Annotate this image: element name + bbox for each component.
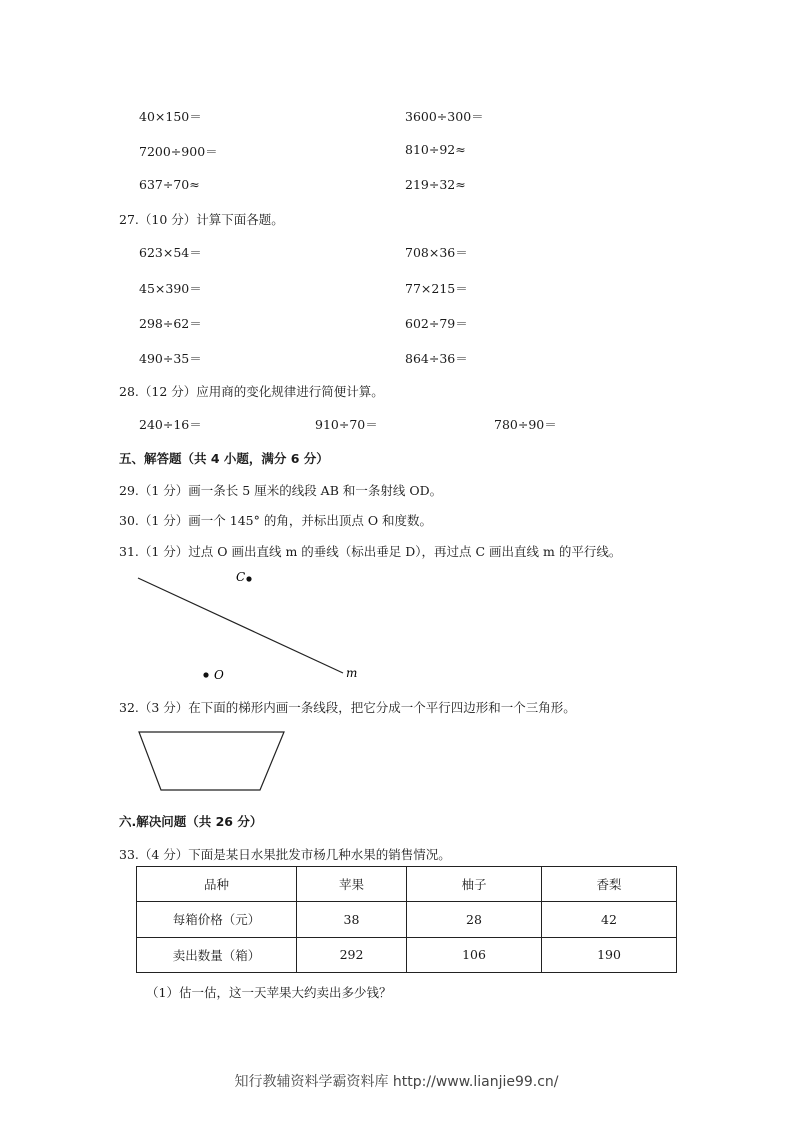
calc-item: 910÷70＝ [315,417,378,432]
table-cell: 28 [407,902,542,937]
table-header-row [137,867,677,902]
label-m: m [346,666,358,680]
label-o: O [214,668,224,682]
question-27-title: 27.（10 分）计算下面各题。 [119,212,284,227]
calc-item: 45×390＝ [139,281,202,296]
calc-item: 3600÷300＝ [405,109,484,124]
line-m [138,578,343,673]
question-29: 29.（1 分）画一条长 5 厘米的线段 AB 和一条射线 OD。 [119,483,443,498]
calc-item: 240÷16＝ [139,417,202,432]
calc-item: 7200÷900＝ [139,144,218,159]
section-5-title: 五、解答题（共 4 小题，满分 6 分） [119,451,329,466]
calc-item: 602÷79＝ [405,316,468,331]
question-32: 32.（3 分）在下面的梯形内画一条线段，把它分成一个平行四边形和一个三角形。 [119,700,576,715]
table-cell: 106 [407,937,542,972]
calc-item: 810÷92≈ [405,142,466,157]
footer-watermark: 知行教辅资料学霸资料库 http://www.lianjie99.cn/ [234,1074,559,1090]
point-c [246,576,251,581]
question-28-title: 28.（12 分）应用商的变化规律进行简便计算。 [119,384,384,399]
calc-item: 864÷36＝ [405,351,468,366]
question-33-sub-1: （1）估一估，这一天苹果大约卖出多少钱？ [146,985,392,1000]
calc-item: 623×54＝ [139,245,202,260]
question-31-title: 31.（1 分）过点 O 画出直线 m 的垂线（标出垂足 D），再过点 C 画出直线 m 的平行线。 [119,544,622,559]
table-header-cell: 柚子 [407,867,542,902]
table-header-cell: 香梨 [542,867,677,902]
calc-item: 637÷70≈ [139,177,200,192]
table-cell: 卖出数量（箱） [137,937,297,972]
trapezoid-shape [139,732,284,790]
section-6-title: 六.解决问题（共 26 分） [119,814,263,829]
q31-figure [130,565,370,690]
table-cell: 190 [542,937,677,972]
calc-item: 490÷35＝ [139,351,202,366]
table-header-cell: 苹果 [297,867,407,902]
table-cell: 38 [297,902,407,937]
question-30: 30.（1 分）画一个 145° 的角，并标出顶点 O 和度数。 [119,513,433,528]
trapezoid-figure [134,728,290,794]
table-cell: 每箱价格（元） [137,902,297,937]
table-cell: 42 [542,902,677,937]
calc-item: 219÷32≈ [405,177,466,192]
question-33-title: 33.（4 分）下面是某日水果批发市杨几种水果的销售情况。 [119,847,451,862]
table-row [137,902,677,937]
calc-item: 708×36＝ [405,245,468,260]
point-o [203,672,208,677]
table-cell: 292 [297,937,407,972]
calc-item: 298÷62＝ [139,316,202,331]
fruit-sales-table [136,866,677,973]
table-row [137,937,677,972]
table-header-cell: 品种 [137,867,297,902]
calc-item: 40×150＝ [139,109,202,124]
label-c: C [236,570,246,584]
calc-item: 780÷90＝ [494,417,557,432]
calc-item: 77×215＝ [405,281,468,296]
